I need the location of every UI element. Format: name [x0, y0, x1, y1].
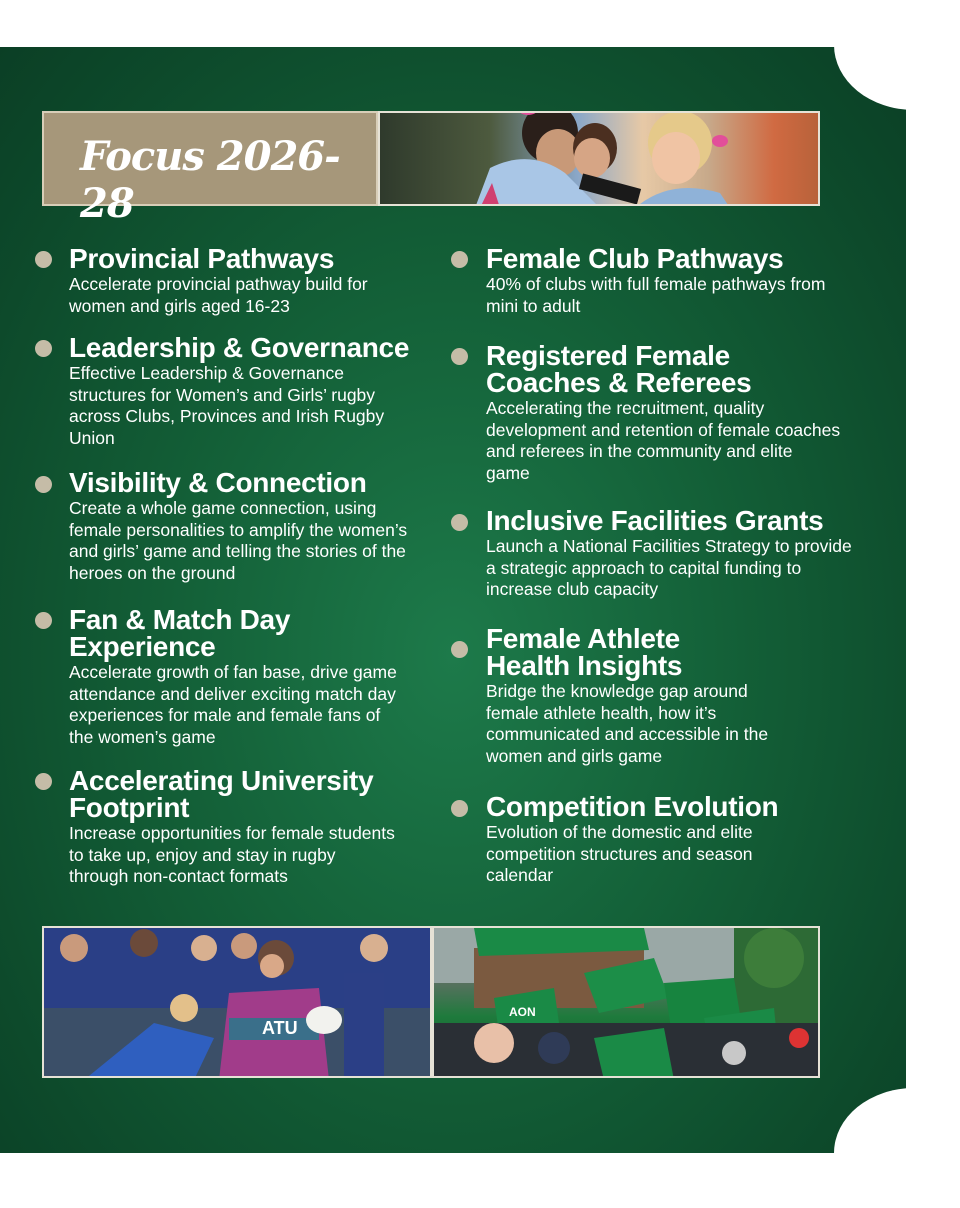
focus-item-fan-match-day — [69, 606, 449, 748]
focus-item-coaches-referees — [486, 342, 866, 484]
focus-item-visibility-connection — [69, 469, 449, 584]
focus-item-university-footprint — [69, 767, 449, 888]
bullet-icon — [451, 514, 468, 531]
match-illustration — [44, 928, 432, 1078]
bullet-icon — [35, 612, 52, 629]
item-body: 40% of clubs with full female pathways from mini to adult — [486, 274, 826, 316]
focus-item-provincial-pathways — [69, 245, 449, 317]
fans-with-flags-photo — [432, 926, 820, 1078]
bullet-icon — [35, 773, 52, 790]
jersey-text: ATU — [262, 1018, 298, 1038]
match-action-photo — [42, 926, 432, 1078]
item-heading: Fan & Match Day Experience — [69, 604, 291, 662]
focus-item-athlete-health — [486, 625, 866, 767]
item-body: Accelerating the recruitment, quality development and retention of female coaches and referees in the community and elite game — [486, 398, 841, 483]
title-box — [42, 111, 378, 227]
item-heading: Leadership & Governance — [69, 332, 410, 363]
item-body: Create a whole game connection, using female personalities to amplify the women’s and girls’ game and telling the stories of the heroes on the ground — [69, 498, 408, 583]
focus-item-facilities-grants — [486, 507, 866, 601]
item-heading: Female Athlete Health Insights — [486, 623, 683, 681]
flag-text: AON — [509, 1005, 536, 1019]
item-heading: Visibility & Connection — [69, 467, 367, 498]
item-heading: Inclusive Facilities Grants — [486, 505, 824, 536]
bullet-icon — [451, 251, 468, 268]
bullet-icon — [35, 251, 52, 268]
item-body: Evolution of the domestic and elite competition structures and season calendar — [486, 822, 753, 885]
players-illustration — [380, 113, 820, 206]
players-celebrating-photo — [378, 111, 820, 206]
fans-illustration — [434, 928, 820, 1078]
item-body: Launch a National Facilities Strategy to provide a strategic approach to capital funding to increase club capacity — [486, 536, 852, 599]
focus-item-female-club-pathways — [486, 245, 866, 317]
page-title: Focus 2026-28 — [80, 133, 340, 227]
item-heading: Accelerating University Footprint — [69, 765, 374, 823]
item-body: Accelerate provincial pathway build for women and girls aged 16-23 — [69, 274, 368, 316]
bullet-icon — [35, 476, 52, 493]
item-body: Increase opportunities for female students to take up, enjoy and stay in rugby through non-contact formats — [69, 823, 395, 886]
item-body: Effective Leadership & Governance structures for Women’s and Girls’ rugby across Clubs, Provinces and Irish Rugby Union — [69, 363, 385, 448]
focus-item-leadership-governance — [69, 334, 449, 449]
item-heading: Provincial Pathways — [69, 243, 335, 274]
item-body: Accelerate growth of fan base, drive game attendance and deliver exciting match day experiences for male and female fans of the women’s game — [69, 662, 397, 747]
bullet-icon — [451, 348, 468, 365]
item-body: Bridge the knowledge gap around female athlete health, how it’s communicated and accessible in the women and girls game — [486, 681, 769, 766]
item-heading: Female Club Pathways — [486, 243, 784, 274]
bullet-icon — [451, 800, 468, 817]
item-heading: Competition Evolution — [486, 791, 779, 822]
focus-item-competition-evolution — [486, 793, 866, 887]
item-heading: Registered Female Coaches & Referees — [486, 340, 752, 398]
bullet-icon — [451, 641, 468, 658]
bullet-icon — [35, 340, 52, 357]
